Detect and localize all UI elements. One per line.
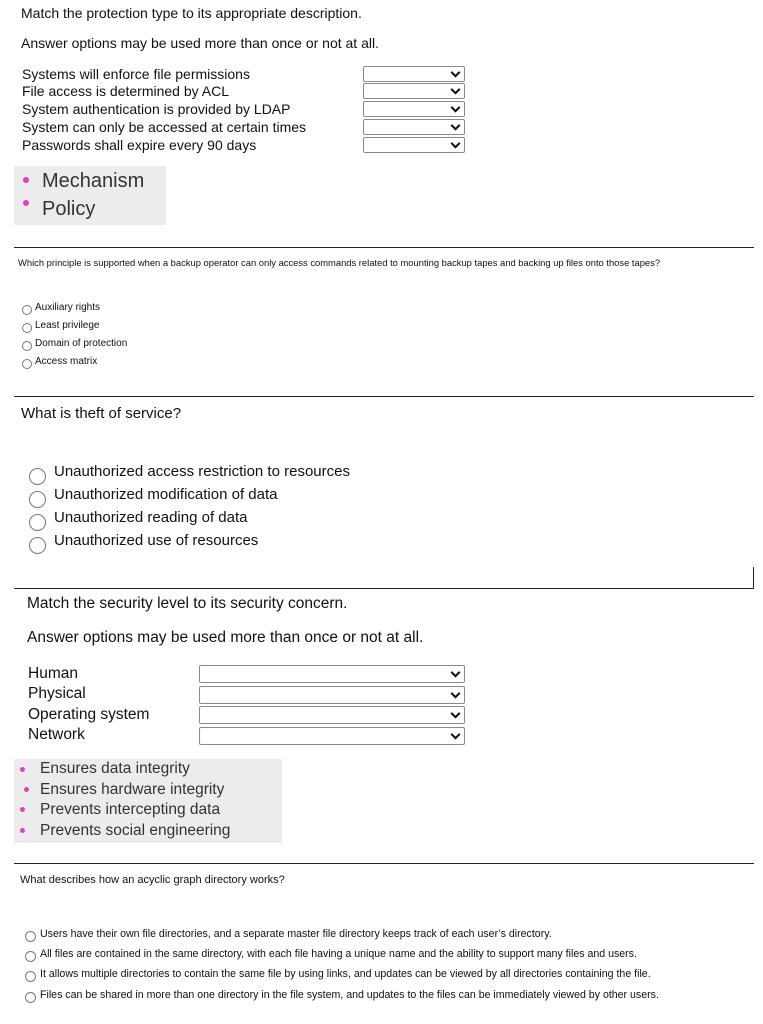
q4-instruction: Match the security level to its security concern. [27,595,348,612]
q1-option[interactable]: Policy [42,198,96,220]
q5-radio[interactable] [25,931,36,942]
q5-choice[interactable]: It allows multiple directories to contain the same file by using links, and updates can be viewed by all directories containing the file. [40,968,651,980]
q1-item-label: Passwords shall expire every 90 days [22,137,257,153]
q4-note: Answer options may be used more than once or not at all. [27,629,424,646]
chevron-down-icon [451,668,461,678]
q4-option[interactable]: Prevents social engineering [40,822,231,839]
q3-choice[interactable]: Unauthorized modification of data [54,486,278,503]
q5-radio[interactable] [25,992,36,1003]
q3-radio[interactable] [29,537,46,554]
q2-radio[interactable] [22,323,32,333]
q3-choice[interactable]: Unauthorized access restriction to resources [54,463,350,480]
q4-option[interactable]: Ensures hardware integrity [40,781,225,798]
q4-select-2[interactable] [199,686,465,704]
q1-item-label: System authentication is provided by LDAP [22,101,291,117]
bullet-icon [24,787,29,792]
q5-radio[interactable] [25,971,36,982]
q2-choice[interactable]: Auxiliary rights [35,302,101,313]
q3-radio[interactable] [29,468,46,485]
q5-question: What describes how an acyclic graph directory works? [20,874,285,886]
q4-select-1[interactable] [199,665,465,683]
q1-select-5[interactable] [363,137,465,153]
q2-choice[interactable]: Access matrix [35,356,98,367]
q1-options-panel [14,166,166,225]
bullet-icon [20,767,25,772]
q5-choice[interactable]: All files are contained in the same directory, with each file having a unique name and the ability to support many files and users. [40,948,637,960]
divider [14,396,754,397]
q1-select-1[interactable] [363,66,465,82]
q1-option[interactable]: Mechanism [42,170,145,192]
bullet-icon [20,828,25,833]
q4-select-3[interactable] [199,706,465,724]
q5-choice[interactable]: Users have their own file directories, and a separate master file directory keeps track of each user’s directory. [40,928,552,940]
q5-radio[interactable] [25,951,36,962]
divider [14,863,754,864]
q2-radio[interactable] [22,341,32,351]
bullet-icon [23,177,29,183]
q4-item-label: Operating system [28,706,150,723]
chevron-down-icon [451,68,461,78]
q1-item-label: File access is determined by ACL [22,83,229,99]
chevron-down-icon [451,730,461,740]
chevron-down-icon [451,689,461,699]
q3-choice[interactable]: Unauthorized use of resources [54,532,259,549]
q4-item-label: Human [28,665,78,682]
q4-select-4[interactable] [199,727,465,745]
q1-item-label: Systems will enforce file permissions [22,66,250,82]
q3-question: What is theft of service? [21,405,182,422]
q1-select-3[interactable] [363,101,465,117]
q3-choice[interactable]: Unauthorized reading of data [54,509,248,526]
q4-option[interactable]: Prevents intercepting data [40,801,221,818]
chevron-down-icon [451,121,461,131]
q1-select-4[interactable] [363,119,465,135]
q4-item-label: Physical [28,685,86,702]
q4-item-label: Network [28,726,85,743]
bullet-icon [20,807,25,812]
q2-question: Which principle is supported when a backup operator can only access commands related to mounting backup tapes and backing up files onto those tapes? [18,257,661,268]
q1-note: Answer options may be used more than once or not at all. [21,35,379,51]
q2-radio[interactable] [22,305,32,315]
q2-choice[interactable]: Least privilege [35,320,100,331]
chevron-down-icon [451,709,461,719]
bullet-icon [23,200,29,206]
q1-instruction: Match the protection type to its appropriate description. [21,5,362,21]
divider-tick [753,567,754,589]
divider [14,247,754,248]
chevron-down-icon [451,103,461,113]
q4-options-panel [14,759,282,843]
divider [14,588,754,589]
q2-choice[interactable]: Domain of protection [35,338,128,349]
q5-choice[interactable]: Files can be shared in more than one directory in the file system, and updates to the files can be immediately viewed by other users. [40,989,659,1001]
q1-item-label: System can only be accessed at certain times [22,119,307,135]
q2-radio[interactable] [22,359,32,369]
chevron-down-icon [451,139,461,149]
q4-option[interactable]: Ensures data integrity [40,760,190,777]
q1-select-2[interactable] [363,83,465,99]
q3-radio[interactable] [29,491,46,508]
chevron-down-icon [451,85,461,95]
q3-radio[interactable] [29,514,46,531]
